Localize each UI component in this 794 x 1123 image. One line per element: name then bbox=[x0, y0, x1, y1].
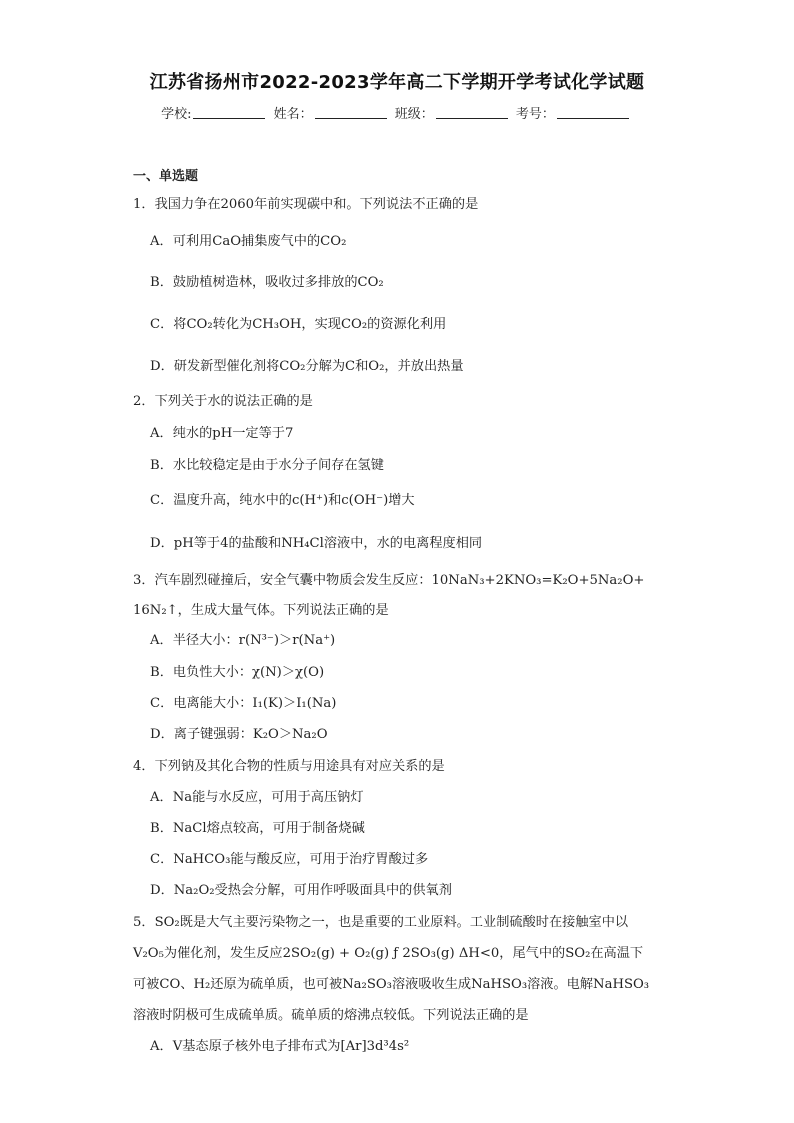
question-5-stem-line-1: 5．SO₂既是大气主要污染物之一，也是重要的工业原料。工业制硫酸时在接触室中以 bbox=[133, 915, 629, 930]
question-3-option-a: A．半径大小：r(N³⁻)＞r(Na⁺) bbox=[150, 633, 336, 648]
question-4-option-c: C．NaHCO₃能与酸反应，可用于治疗胃酸过多 bbox=[150, 852, 429, 867]
question-4-stem: 4．下列钠及其化合物的性质与用途具有对应关系的是 bbox=[133, 759, 445, 774]
question-5-stem-line-2: V₂O₅为催化剂，发生反应2SO₂(g) + O₂(g) ƒ 2SO₃(g) ΔH<0，尾气中的SO₂在高温下 bbox=[133, 946, 644, 961]
question-3-option-b: B．电负性大小：χ(N)＞χ(O) bbox=[150, 665, 325, 680]
question-3-option-d: D．离子键强弱：K₂O＞Na₂O bbox=[150, 727, 328, 742]
school-label: 学校: bbox=[161, 107, 192, 122]
question-5-option-a: A．V基态原子核外电子排布式为[Ar]3d³4s² bbox=[150, 1039, 410, 1054]
question-2-option-b: B．水比较稳定是由于水分子间存在氢键 bbox=[150, 458, 384, 473]
name-label: 姓名： bbox=[273, 107, 313, 122]
question-1-option-c: C．将CO₂转化为CH₃OH，实现CO₂的资源化利用 bbox=[150, 317, 447, 332]
question-4-option-d: D．Na₂O₂受热会分解，可用作呼吸面具中的供氧剂 bbox=[150, 883, 452, 898]
question-5-stem-line-3: 可被CO、H₂还原为硫单质，也可被Na₂SO₃溶液吸收生成NaHSO₃溶液。电解NaHSO₃ bbox=[133, 977, 650, 992]
student-info-line bbox=[0, 103, 794, 122]
section-heading: 一、单选题 bbox=[133, 169, 199, 184]
name-blank[interactable] bbox=[315, 106, 387, 119]
question-1-stem: 1．我国力争在2060年前实现碳中和。下列说法不正确的是 bbox=[133, 197, 479, 212]
question-3-stem-line-2: 16N₂↑，生成大量气体。下列说法正确的是 bbox=[133, 603, 389, 618]
question-2-option-c: C．温度升高，纯水中的c(H⁺)和c(OH⁻)增大 bbox=[150, 493, 415, 508]
id-blank[interactable] bbox=[557, 106, 629, 119]
question-4-option-a: A．Na能与水反应，可用于高压钠灯 bbox=[150, 790, 364, 805]
question-1-option-d: D．研发新型催化剂将CO₂分解为C和O₂，并放出热量 bbox=[150, 359, 464, 374]
question-1-option-b: B．鼓励植树造林，吸收过多排放的CO₂ bbox=[150, 275, 384, 290]
question-1-option-a: A．可利用CaO捕集废气中的CO₂ bbox=[150, 234, 347, 249]
question-3-stem-line-1: 3．汽车剧烈碰撞后，安全气囊中物质会发生反应：10NaN₃+2KNO₃=K₂O+5Na₂O+ bbox=[133, 573, 645, 588]
question-2-option-a: A．纯水的pH一定等于7 bbox=[150, 426, 294, 441]
page-title: 江苏省扬州市2022-2023学年高二下学期开学考试化学试题 bbox=[149, 72, 645, 93]
id-label: 考号： bbox=[515, 107, 555, 122]
class-label: 班级： bbox=[394, 107, 434, 122]
school-blank[interactable] bbox=[193, 106, 265, 119]
question-2-stem: 2．下列关于水的说法正确的是 bbox=[133, 394, 313, 409]
question-4-option-b: B．NaCl熔点较高，可用于制备烧碱 bbox=[150, 821, 365, 836]
question-3-option-c: C．电离能大小：I₁(K)＞I₁(Na) bbox=[150, 696, 337, 711]
question-5-stem-line-4: 溶液时阴极可生成硫单质。硫单质的熔沸点较低。下列说法正确的是 bbox=[133, 1008, 529, 1023]
question-2-option-d: D．pH等于4的盐酸和NH₄Cl溶液中，水的电离程度相同 bbox=[150, 536, 483, 551]
class-blank[interactable] bbox=[436, 106, 508, 119]
